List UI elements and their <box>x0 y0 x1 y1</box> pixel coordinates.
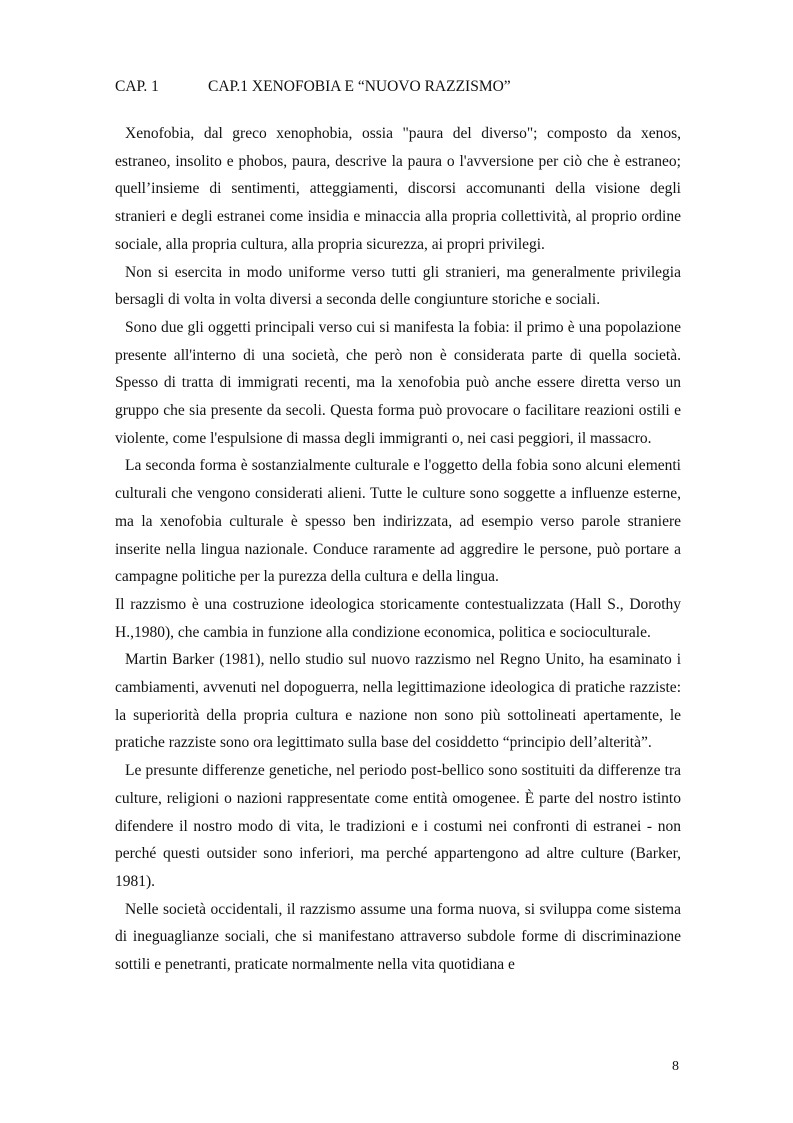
paragraph-racism-construction: Il razzismo è una costruzione ideologica storicamente contestualizzata (Hall S., Dorothy H.,1980), che cambia in funzione alla condizione economica, politica e socioculturale. <box>115 595 681 641</box>
paragraph-genetic-differences: Le presunte differenze genetiche, nel periodo post-bellico sono sostituiti da differenze tra culture, religioni o nazioni rappresentate come entità omogenee. È parte del nostro istinto difendere il nostro modo di vita, le tradizioni e i costumi nei confronti di estranei - non perché questi outsider sono inferiori, ma perché appartengono ad altre culture (Barker, 1981). <box>115 762 681 890</box>
paragraph-first-form: Sono due gli oggetti principali verso cui si manifesta la fobia: il primo è una popolazione presente all'interno di una società, che però non è considerata parte di quella società. Spesso di tratta di immigrati recenti, ma la xenofobia può anche essere diretta verso un gruppo che sia presente da secoli. Questa forma può provocare o facilitare reazioni ostili e violente, come l'espulsione di massa degli immigranti o, nei casi peggiori, il massacro. <box>115 318 681 447</box>
paragraph-barker-study: Martin Barker (1981), nello studio sul nuovo razzismo nel Regno Unito, ha esaminato i cambiamenti, avvenuti nel dopoguerra, nella legittimazione ideologica di pratiche razziste: la superiorità della propria cultura e nazione non sono più sottolineati apertamente, le pratiche razziste sono ora legittimato sulla base del cosiddetto “principio dell’alterità”. <box>115 651 681 752</box>
paragraph-second-form: La seconda forma è sostanzialmente culturale e l'oggetto della fobia sono alcuni elementi culturali che vengono considerati alieni. Tutte le culture sono soggette a influenze esterne, ma la xenofobia culturale è spesso ben indirizzata, ad esempio verso parole straniere inserite nella lingua nazionale. Conduce raramente ad aggredire le persone, può portare a campagne politiche per la purezza della cultura e della lingua. <box>115 457 681 586</box>
paragraph-targets: Non si esercita in modo uniforme verso tutti gli stranieri, ma generalmente privilegia bersagli di volta in volta diversi a seconda delle congiunture storiche e sociali. <box>115 263 681 309</box>
page-number: 8 <box>672 1059 679 1074</box>
chapter-title: CAP.1 XENOFOBIA E “NUOVO RAZZISMO” <box>208 78 511 95</box>
chapter-header <box>115 77 511 97</box>
paragraph-western-societies: Nelle società occidentali, il razzismo assume una forma nuova, si sviluppa come sistema di ineguaglianze sociali, che si manifestano attraverso subdole forme di discriminazione sottili e penetranti, praticate normalmente nella vita quotidiana e <box>115 900 681 974</box>
paragraph-xenofobia-definition: Xenofobia, dal greco xenophobia, ossia "paura del diverso"; composto da xenos, estraneo, insolito e phobos, paura, descrive la paura o l'avversione per ciò che è estraneo; quell’insieme di sentimenti, atteggiamenti, discorsi accomunanti della visione degli stranieri e degli estranei come insidia e minaccia alla propria collettività, al proprio ordine sociale, alla propria cultura, alla propria sicurezza, ai propri privilegi. <box>115 125 681 253</box>
body-text <box>115 120 681 979</box>
chapter-number: CAP. 1 <box>115 78 159 95</box>
